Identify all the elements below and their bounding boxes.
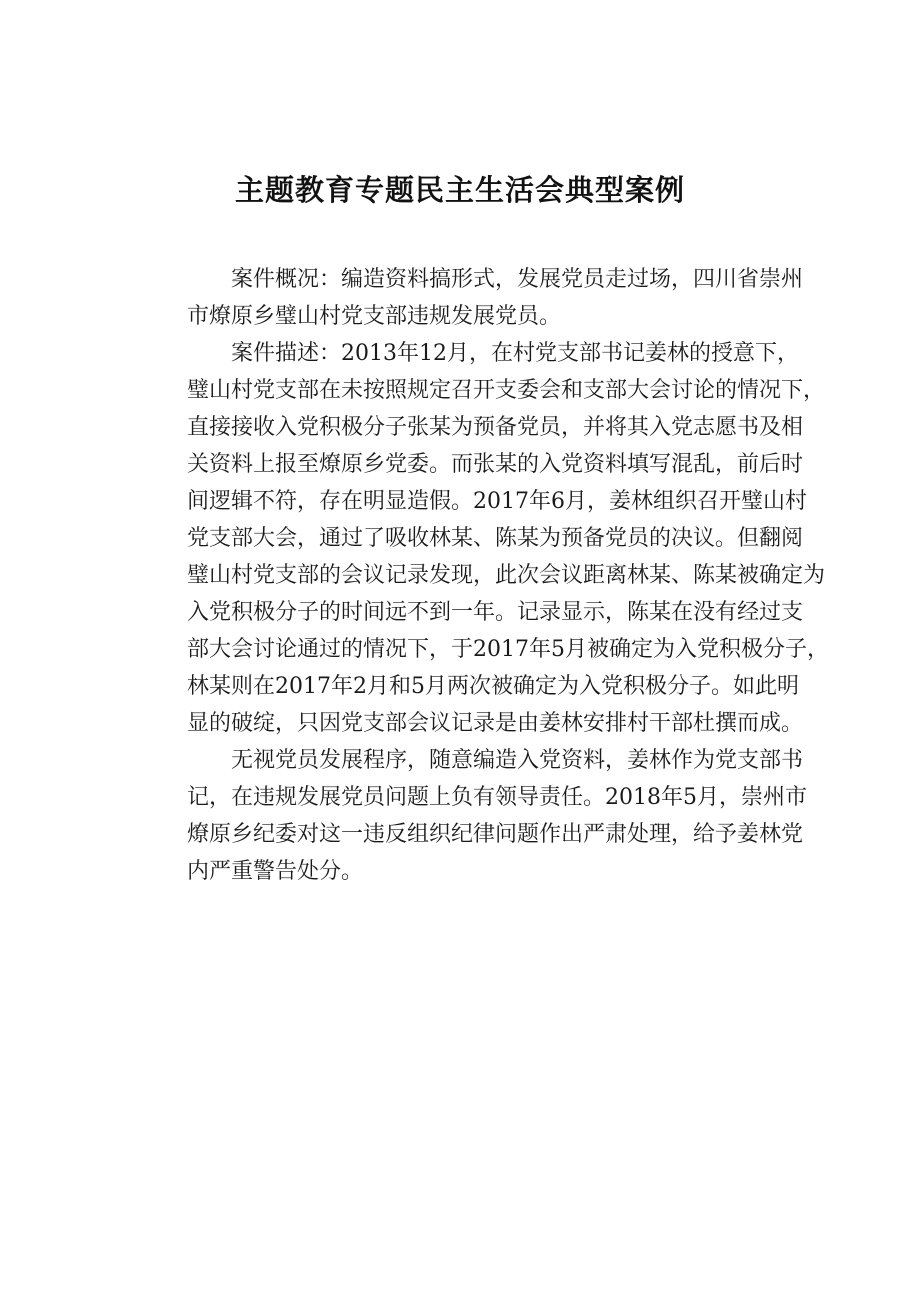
text-line: 璧山村党支部在未按照规定召开支委会和支部大会讨论的情况下， bbox=[187, 378, 826, 403]
text-line: 内严重警告处分。 bbox=[187, 859, 364, 884]
paragraph-case-conclusion bbox=[143, 742, 807, 890]
text-line: 林某则在2017年2月和5月两次被确定为入党积极分子。如此明 bbox=[187, 674, 799, 699]
text-line: 关资料上报至燎原乡党委。而张某的入党资料填写混乱，前后时 bbox=[187, 452, 804, 477]
text-line: 显的破绽，只因党支部会议记录是由姜林安排村干部杜撰而成。 bbox=[187, 711, 804, 736]
text-line: 部大会讨论通过的情况下，于2017年5月被确定为入党积极分子， bbox=[187, 637, 829, 662]
text-line: 璧山村党支部的会议记录发现，此次会议距离林某、陈某被确定为 bbox=[187, 563, 826, 588]
text-line: 无视党员发展程序，随意编造入党资料，姜林作为党支部书 bbox=[231, 748, 804, 773]
text-line: 案件描述：2013年12月，在村党支部书记姜林的授意下， bbox=[231, 341, 799, 366]
text-line: 市燎原乡璧山村党支部违规发展党员。 bbox=[187, 304, 562, 329]
document-title: 主题教育专题民主生活会典型案例 bbox=[234, 173, 685, 207]
text-line: 间逻辑不符，存在明显造假。2017年6月，姜林组织召开璧山村 bbox=[187, 489, 807, 514]
paragraph-case-description bbox=[143, 335, 829, 742]
text-line: 党支部大会，通过了吸收林某、陈某为预备党员的决议。但翻阅 bbox=[187, 526, 804, 551]
text-line: 燎原乡纪委对这一违反组织纪律问题作出严肃处理，给予姜林党 bbox=[187, 822, 804, 847]
document-body bbox=[143, 261, 829, 890]
text-line: 记，在违规发展党员问题上负有领导责任。2018年5月，崇州市 bbox=[187, 785, 807, 810]
paragraph-case-overview bbox=[143, 261, 804, 335]
text-line: 直接接收入党积极分子张某为预备党员，并将其入党志愿书及相 bbox=[187, 415, 804, 440]
text-line: 入党积极分子的时间远不到一年。记录显示，陈某在没有经过支 bbox=[187, 600, 804, 625]
text-line: 案件概况：编造资料搞形式，发展党员走过场，四川省崇州 bbox=[231, 267, 804, 292]
